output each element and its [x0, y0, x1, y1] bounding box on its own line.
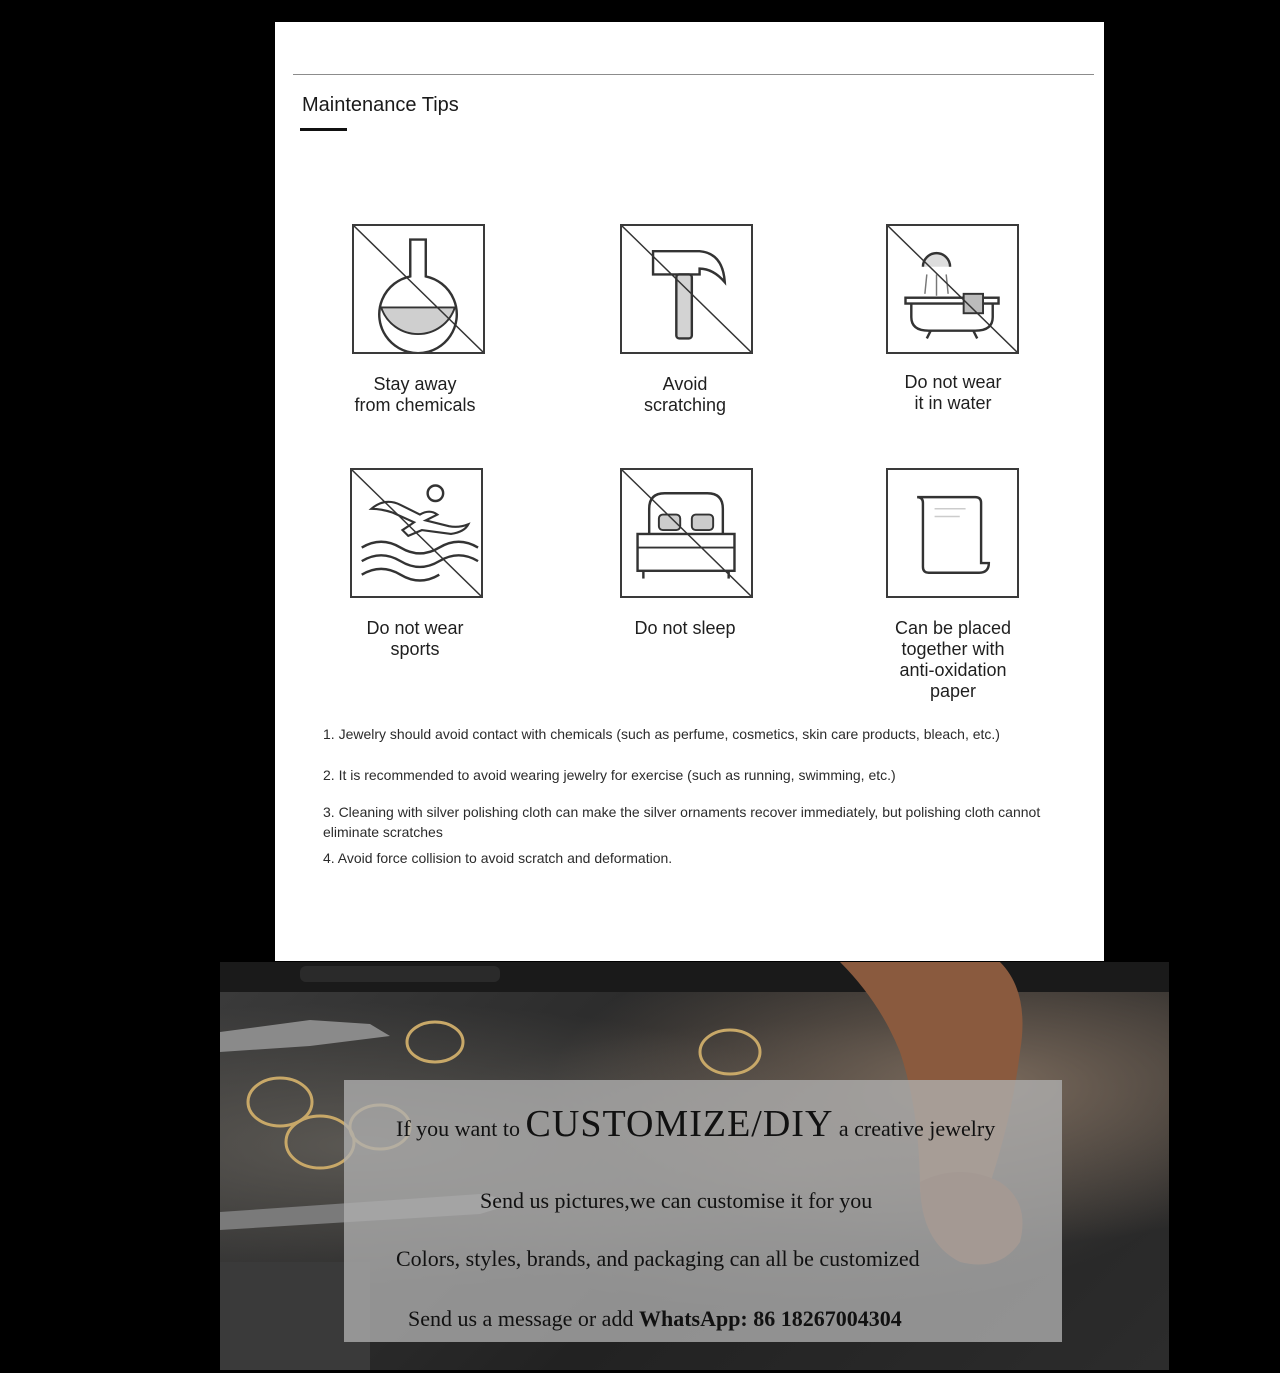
note-item: 1. Jewelry should avoid contact with chemicals (such as perfume, cosmetics, skin care products, bleach, etc.): [323, 726, 1000, 742]
paper-scroll-icon: [886, 468, 1019, 598]
hammer-icon: [620, 224, 753, 354]
tip-label: Stay away from chemicals: [354, 374, 476, 415]
swimmer-icon: [350, 468, 483, 598]
customize-headline: CUSTOMIZE/DIY: [525, 1103, 834, 1145]
tip-label: Avoid scratching: [643, 374, 727, 415]
page-title: Maintenance Tips: [302, 94, 459, 116]
whatsapp-contact[interactable]: WhatsApp: 86 18267004304: [638, 1306, 902, 1331]
tip-label: Do not wear it in water: [904, 372, 1002, 413]
tip-label: Do not wear sports: [366, 618, 464, 659]
banner-text: a creative jewelry: [838, 1116, 996, 1141]
banner-line-4: [408, 1306, 1108, 1332]
title-underline: [300, 128, 347, 131]
banner-text: If you want to: [396, 1116, 521, 1141]
note-item: 2. It is recommended to avoid wearing jewelry for exercise (such as running, swimming, etc.): [323, 767, 896, 783]
note-item: 4. Avoid force collision to avoid scratch and deformation.: [323, 850, 673, 866]
tip-label: Can be placed together with anti-oxidation paper: [894, 618, 1012, 701]
banner-line-2: Send us pictures,we can customise it for you: [480, 1188, 873, 1213]
tip-label: Do not sleep: [634, 618, 736, 638]
banner-line-1: [396, 1102, 1136, 1146]
note-item: 3. Cleaning with silver polishing cloth can make the silver ornaments recover immediately, but polishing cloth cannot eliminate scratches: [323, 804, 1041, 840]
banner-text: Send us a message or add: [408, 1306, 634, 1331]
bed-icon: [620, 468, 753, 598]
banner-line-3: Colors, styles, brands, and packaging can all be customized: [396, 1246, 920, 1271]
bathtub-shower-icon: [886, 224, 1019, 354]
customize-banner: [220, 962, 1169, 1370]
maintenance-panel: [275, 22, 1104, 961]
flask-icon: [352, 224, 485, 354]
divider: [293, 74, 1094, 75]
